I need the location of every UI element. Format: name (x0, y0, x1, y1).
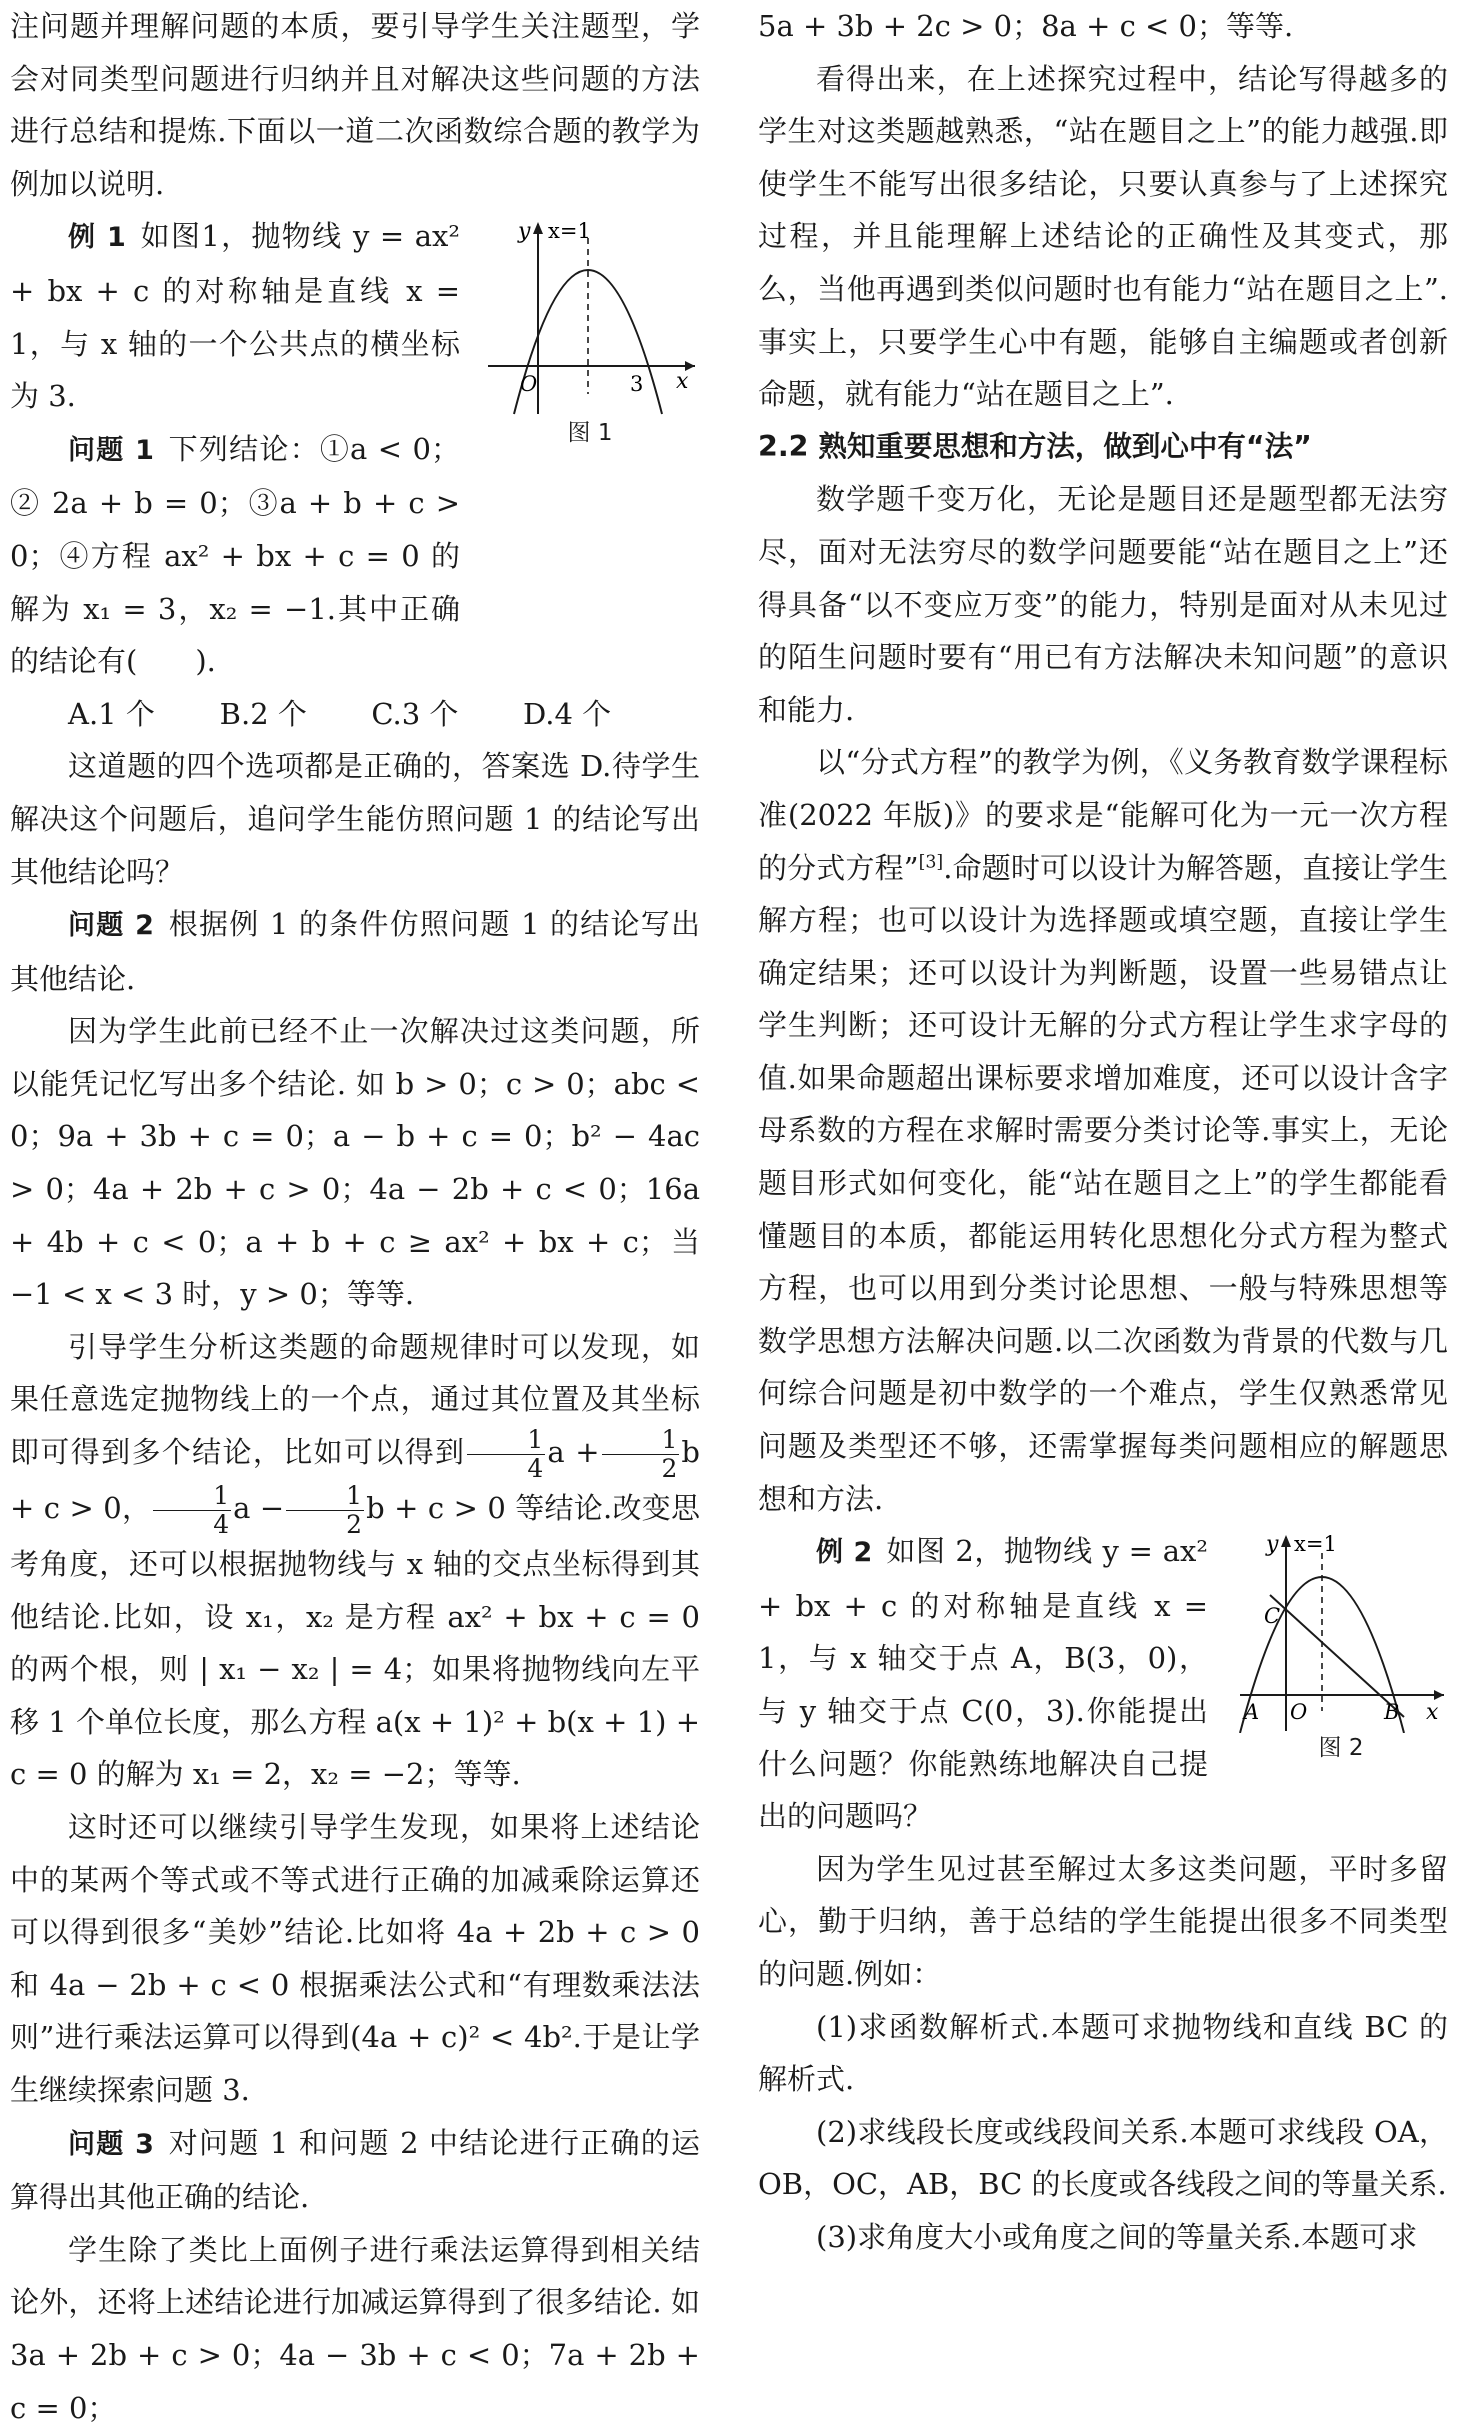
example-2-text: 如图 2，抛物线 y = ax² + bx + c 的对称轴是直线 x = 1，与 x 轴交于点 A，B(3，0)，与 y 轴交于点 C(0，3).你能提出什么问题？你能熟练地解决自己提出的问题吗？ (758, 1534, 1209, 1834)
question-2 (10, 898, 700, 1005)
paragraph: 这时还可以继续引导学生发现，如果将上述结论中的某两个等式或不等式进行正确的加减乘除运算还可以得到很多“美妙”结论.比如将 4a + 2b + c > 0 和 4a − 2b + c < 0 根据乘法公式和“有理数乘法法则”进行乘法运算可以得到(4a + c)² < 4b².于是让学生继续探索问题 3. (10, 1810, 700, 2107)
example-2-block (758, 1525, 1448, 1843)
paragraph: 注问题并理解问题的本质，要引导学生关注题型，学会对同类型问题进行归纳并且对解决这些问题的方法进行总结和提炼.下面以一道二次函数综合题的教学为例加以说明. (10, 9, 700, 201)
paragraph: 这道题的四个选项都是正确的，答案选 D.待学生解决这个问题后，追问学生能仿照问题 1 的结论写出其他结论吗？ (10, 749, 700, 889)
figure-2-graph (1234, 1533, 1448, 1733)
denominator: 4 (527, 1453, 544, 1483)
option-d: D.4 个 (523, 696, 612, 731)
text-run: a − (233, 1491, 285, 1526)
list-item: (3)求角度大小或角度之间的等量关系.本题可求 (816, 2219, 1418, 2254)
text-run: a + (547, 1435, 600, 1470)
left-column (10, 0, 700, 2434)
denominator: 2 (661, 1453, 678, 1483)
root-label-3: 3 (630, 372, 644, 397)
origin-label: O (1290, 1700, 1308, 1725)
question-1-text: 下列结论：①a < 0；② 2a + b = 0；③a + b + c > 0；④方程 ax² + bx + c = 0 的解为 x₁ = 3，x₂ = −1.其中正确的结论有( ). (10, 431, 461, 679)
right-column (758, 0, 1448, 2264)
point-c-label: C (1264, 1604, 1281, 1629)
list-item: (2)求线段长度或线段间关系.本题可求线段 OA，OB，OC，AB，BC 的长度或各线段之间的等量关系. (758, 2114, 1448, 2202)
fraction (467, 1426, 545, 1482)
text-run: b + c > 0 等结论.改变思考角度，还可以根据抛物线与 x 轴的交点坐标得到其他结论.比如，设 x₁，x₂ 是方程 ax² + bx + c = 0 的两个根，则 | x₁ − x₂ | = 4；如果将抛物线向左平移 1 个单位长度，那么方程 a(x + 1)² + b(x + 1) + c = 0 的解为 x₁ = 2，x₂ = −2；等等. (10, 1491, 700, 1792)
numerator: 1 (467, 1426, 545, 1455)
question-3-text: 对问题 1 和问题 2 中结论进行正确的运算得出其他正确的结论. (10, 2125, 701, 2215)
x-label: x (1426, 1700, 1439, 1726)
example-1-label: 例 1 (68, 222, 126, 254)
options-row (10, 688, 700, 741)
fraction (602, 1426, 680, 1482)
question-3-label: 问题 3 (68, 2128, 154, 2160)
figure-1 (480, 218, 700, 448)
example-1-text: 如图1，抛物线 y = ax² + bx + c 的对称轴是直线 x = 1，与 x 轴的一个公共点的横坐标为 3. (10, 219, 460, 414)
question-1 (10, 423, 700, 688)
question-3 (10, 2117, 700, 2224)
numerator: 1 (153, 1482, 231, 1511)
list-item: (1)求函数解析式.本题可求抛物线和直线 BC 的解析式. (758, 2009, 1448, 2097)
paragraph: 看得出来，在上述探究过程中，结论写得越多的学生对这类题越熟悉，“站在题目之上”的能力越强.即使学生不能写出很多结论，只要认真参与了上述探究过程，并且能理解上述结论的正确性及其变式，那么，当他再遇到类似问题时也有能力“站在题目之上”.事实上，只要学生心中有题，能够自主编题或者创新命题，就有能力“站在题目之上”. (758, 61, 1448, 412)
text-run: 引导学生分析这类题的命题规律时可以发现，如果任意选定抛物线上的一个点，通过其位置及其坐标即可得到多个结论，比如可以得到 (10, 1329, 700, 1470)
symmetry-label: x=1 (1294, 1533, 1337, 1557)
option-b: B.2 个 (219, 696, 307, 731)
line-bc (1270, 1595, 1404, 1717)
paragraph: 学生除了类比上面例子进行乘法运算得到相关结论外，还将上述结论进行加减运算得到了很多结论. 如 3a + 2b + c > 0；4a − 3b + c < 0；7a + 2b + c = 0； (10, 2232, 700, 2425)
figure-1-graph (480, 218, 700, 418)
paragraph: 因为学生见过甚至解过太多这类问题，平时多留心，勤于归纳，善于总结的学生能提出很多不同类型的问题.例如： (758, 1851, 1448, 1991)
x-axis-arrow (1434, 1690, 1444, 1700)
numerator: 1 (602, 1426, 680, 1455)
denominator: 2 (346, 1509, 363, 1539)
x-label: x (676, 369, 689, 395)
paragraph: 数学题千变万化，无论是题目还是题型都无法穷尽，面对无法穷尽的数学问题要能“站在题目之上”还得具备“以不变应万变”的能力，特别是面对从未见过的陌生问题时要有“用已有方法解决未知问题”的意识和能力. (758, 482, 1448, 727)
section-heading: 2.2 熟知重要思想和方法，做到心中有“法” (758, 429, 1312, 463)
denominator: 4 (213, 1509, 230, 1539)
question-2-label: 问题 2 (68, 910, 154, 942)
numerator: 1 (286, 1482, 364, 1511)
point-a-label: A (1244, 1700, 1260, 1725)
figure-1-caption: 图 1 (567, 420, 613, 447)
text-run: 以“分式方程”的教学为例，《义务教育数学课程标准(2022 年版)》的要求是“能解可化为一元一次方程的分式方程” (758, 745, 1448, 885)
fraction (153, 1482, 231, 1538)
paragraph: 5a + 3b + 2c > 0；8a + c < 0；等等. (758, 9, 1294, 43)
question-2-text: 根据例 1 的条件仿照问题 1 的结论写出其他结论. (10, 907, 701, 996)
symmetry-label: x=1 (548, 219, 591, 244)
y-label: y (1266, 1533, 1279, 1558)
text-run: .命题时可以设计为解答题，直接让学生解方程；也可以设计为选择题或填空题，直接让学生确定结果；还可以设计为判断题，设置一些易错点让学生判断；还可设计无解的分式方程让学生求字母的值.如果命题超出课标要求增加难度，还可以设计含字母系数的方程在求解时需要分类讨论等.事实上，无论题目形式如何变化，能“站在题目之上”的学生都能看懂题目的本质，都能运用转化思想化分式方程为整式方程，也可以用到分类讨论思想、一般与特殊思想等数学思想方法解决问题.以二次函数为背景的代数与几何综合问题是初中数学的一个难点，学生仅熟悉常见问题及类型还不够，还需掌握每类问题相应的解题思想和方法. (758, 850, 1448, 1516)
paragraph-fractions (10, 1321, 700, 1801)
figure-2 (1234, 1533, 1448, 1763)
point-b-label: B (1384, 1700, 1400, 1725)
paragraph: 因为学生此前已经不止一次解决过这类问题，所以能凭记忆写出多个结论. 如 b > 0；c > 0；abc < 0；9a + 3b + c = 0；a − b + c = 0；b² − 4ac > 0；4a + 2b + c > 0；4a − 2b + c < 0；16a + 4b + c < 0；a + b + c ≥ ax² + bx + c；当 −1 < x < 3 时，y > 0；等等. (10, 1014, 700, 1312)
paragraph-citation (758, 736, 1448, 1525)
y-axis-arrow (1281, 1535, 1291, 1547)
option-a: A.1 个 (68, 696, 155, 731)
citation-ref: [3] (918, 851, 944, 872)
y-label: y (518, 219, 531, 245)
text-run: b + c > 0， (10, 1435, 700, 1526)
fraction (286, 1482, 364, 1538)
origin-label: O (520, 372, 538, 397)
example-1-block (10, 210, 700, 687)
option-c: C.3 个 (371, 696, 459, 731)
example-2-label: 例 2 (816, 1537, 873, 1569)
question-1-label: 问题 1 (68, 434, 154, 466)
y-axis-arrow (533, 222, 543, 234)
figure-2-caption: 图 2 (1318, 1735, 1364, 1762)
